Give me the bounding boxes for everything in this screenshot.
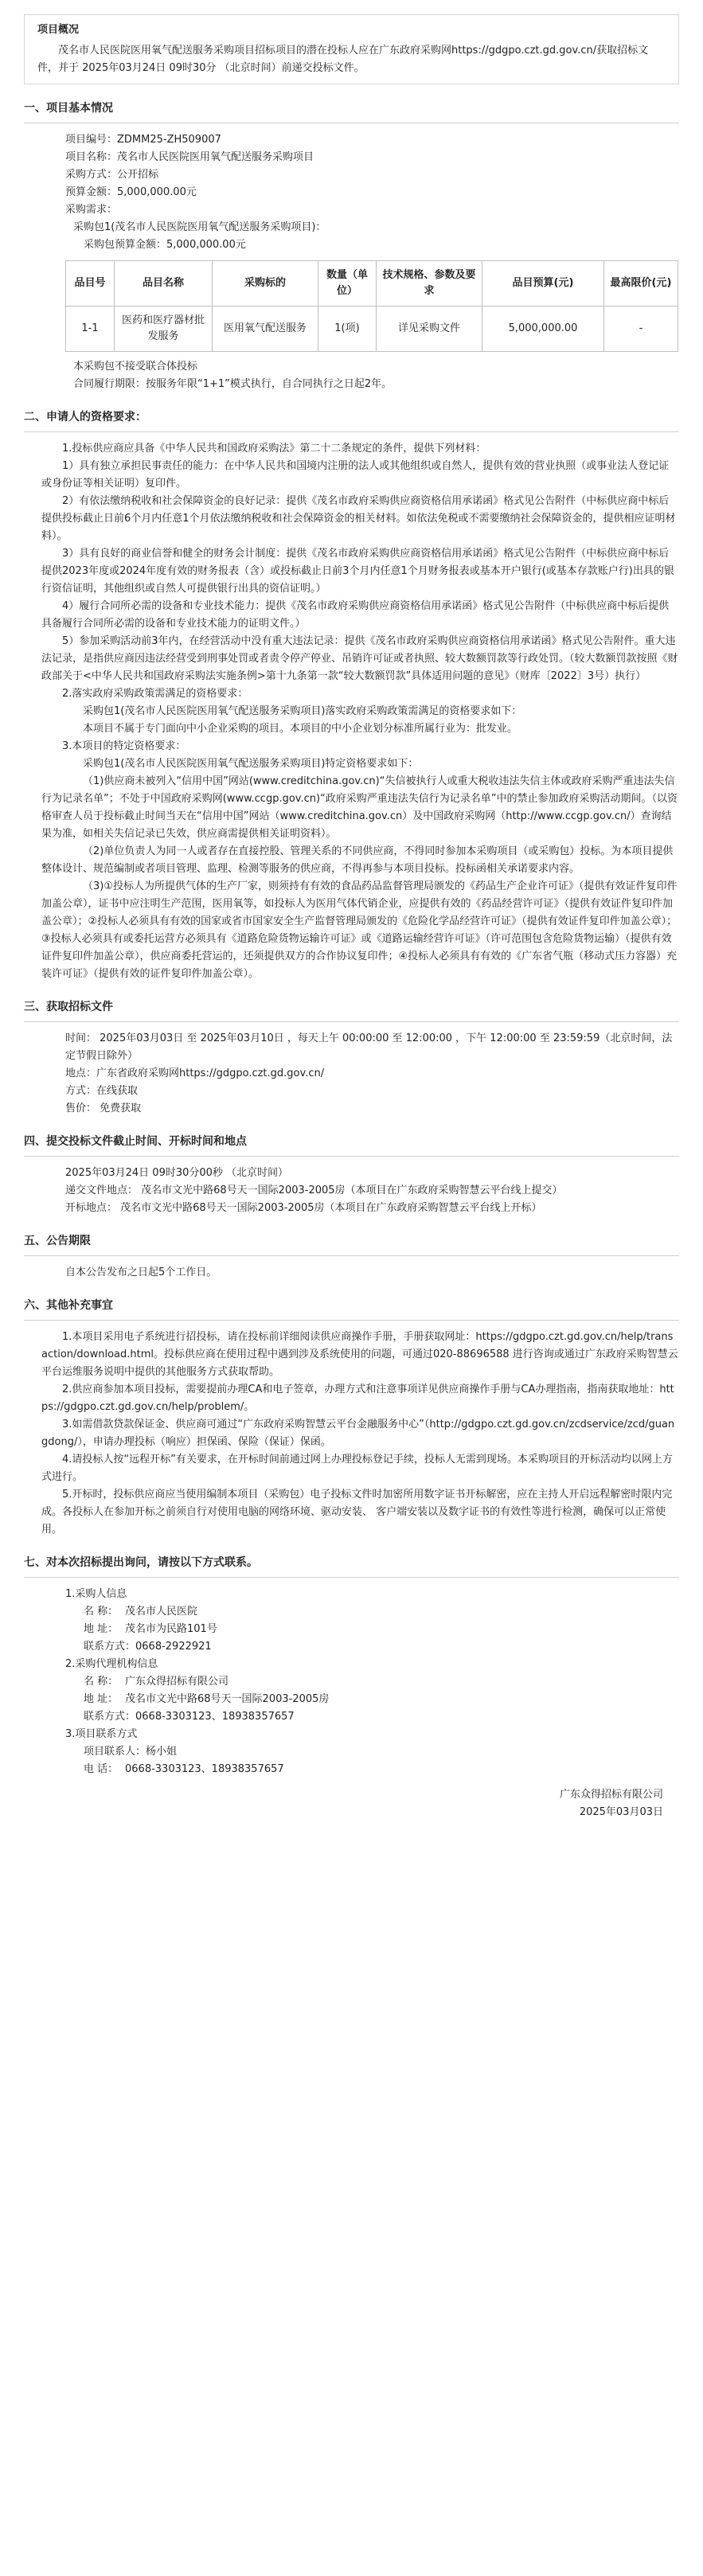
footer-org: 广东众得招标有限公司 — [559, 1789, 663, 1801]
field-label: 地 址： — [84, 1693, 119, 1705]
footer-date: 2025年03月03日 — [579, 1806, 663, 1818]
field-label: 名 称： — [84, 1676, 119, 1688]
project-name: 项目名称：茂名市人民医院医用氧气配送服务采购项目 — [65, 151, 314, 163]
table-cell: 详见采购文件 — [377, 306, 482, 352]
section-3-title: 三、获取招标文件 — [24, 1001, 113, 1013]
section-4-title: 四、提交投标文件截止时间、开标时间和地点 — [24, 1135, 247, 1148]
budget-amount: 预算金额：5,000,000.00元 — [65, 186, 197, 198]
supplementary-item: 4.请投标人按“远程开标”有关要求，在开标时间前通过网上办理投标登记手续，投标人无需到现场。本采购项目的开标活动均以网上方式进行。 — [41, 1454, 673, 1483]
divider — [24, 1320, 679, 1321]
section-1-title: 一、项目基本情况 — [24, 102, 113, 115]
overview-text: 茂名市人民医院医用氧气配送服务采购项目招标项目的潜在投标人应在广东政府采购网https://gdgpo.czt.gd.gov.cn/获取招标文件，并于 2025年03月24日 09时30分 （北京时间）前递交投标文件。 — [37, 45, 649, 74]
specific-requirement-item: （1)供应商未被列入“信用中国”网站(www.creditchina.gov.cn)“失信被执行人或重大税收违法失信主体或政府采购严重违法失信行为记录名单”；不处于中国政府采购网(www.ccgp.gov.cn)“政府采购严重违法失信行为记录名单”中的禁止参加政府采购活动期间。（以资格审查人员于投标截止时间当天在“信用中国”网站（www.creditchina.gov.cn）及中国政府采购网（http://www.ccgp.gov.cn/）查询结果为准，如相关失信记录已失效，供应商需提供相关证明资料）。 — [41, 775, 678, 840]
table-cell: 医药和医疗器材批发服务 — [115, 306, 213, 352]
project-contact-phone — [24, 1761, 679, 1778]
field-label: 联系方式： — [84, 1711, 136, 1723]
table-header: 品目号 — [66, 261, 115, 306]
field-value: 广东众得招标有限公司 — [125, 1676, 229, 1688]
section-2-title: 二、申请人的资格要求： — [24, 411, 146, 423]
purchaser-name — [24, 1603, 679, 1621]
field-value: 茂名市文光中路68号天一国际2003-2005房 — [125, 1693, 330, 1705]
table-header: 品目名称 — [115, 261, 213, 306]
procurement-requirement-label: 采购需求： — [65, 204, 118, 216]
overview-box — [24, 14, 679, 84]
no-consortium-note: 本采购包不接受联合体投标 — [73, 361, 198, 373]
qualification-item: 2）有依法缴纳税收和社会保障资金的良好记录：提供《茂名市政府采购供应商资格信用承诺函》格式见公告附件（中标供应商中标后提供投标截止日前6个月内任意1个月依法缴纳税收和社会保障资金的相关材料。如依法免税或不需要缴纳社会保障资金的，提供相应证明材料）。 — [41, 495, 676, 542]
announcement-page — [0, 14, 703, 2576]
field-value: 杨小姐 — [146, 1746, 178, 1758]
table-cell: 1(项) — [318, 306, 377, 352]
overview-title: 项目概况 — [37, 24, 80, 36]
project-number: 项目编号：ZDMM25-ZH509007 — [65, 134, 221, 146]
agency-name — [24, 1673, 679, 1691]
section-5-title: 五、公告期限 — [24, 1235, 91, 1247]
supplementary-item: 2.供应商参加本项目投标，需要提前办理CA和电子签章，办理方式和注意事项详见供应商操作手册与CA办理指南，指南获取地址：https://gdgpo.czt.gd.gov.cn/help/problem/。 — [41, 1384, 674, 1413]
supplementary-item: 5.开标时，投标供应商应当使用编制本项目（采购包）电子投标文件时加密所用数字证书开标解密，应在主持人开启远程解密时限内完成。各投标人在参加开标之前须自行对使用电脑的网络环境、驱动安装、 客户端安装以及数字证书的有效性等进行检测，确保可以正常使用。 — [41, 1489, 673, 1536]
divider — [24, 1021, 679, 1022]
field-label: 联系方式： — [84, 1641, 136, 1653]
policy-requirement-title: 2.落实政府采购政策需满足的资格要求： — [62, 688, 248, 700]
procurement-method: 采购方式：公开招标 — [65, 169, 159, 181]
get-docs-price: 售价： 免费获取 — [65, 1103, 142, 1114]
policy-requirement-text: 本项目不属于专门面向中小企业采购的项目。本项目的中小企业划分标准所属行业为：批发业。 — [83, 723, 518, 735]
agency-info-title: 2.采购代理机构信息 — [65, 1658, 158, 1670]
table-header: 采购标的 — [213, 261, 318, 306]
purchaser-phone — [24, 1638, 679, 1656]
section-7-title: 七、对本次招标提出询问，请按以下方式联系。 — [24, 1556, 258, 1569]
lot-table — [65, 260, 678, 352]
field-value: 茂名市人民医院 — [125, 1606, 198, 1618]
field-value: 0668-2922921 — [135, 1641, 212, 1653]
lot-title: 采购包1(茂名市人民医院医用氧气配送服务采购项目)： — [73, 221, 326, 233]
agency-phone — [24, 1708, 679, 1726]
qualification-intro: 1.投标供应商应具备《中华人民共和国政府采购法》第二十二条规定的条件，提供下列材料： — [62, 443, 486, 455]
purchaser-info-title: 1.采购人信息 — [65, 1588, 127, 1600]
get-docs-place: 地点：广东省政府采购网https://gdgpo.czt.gd.gov.cn/ — [65, 1067, 325, 1079]
field-label: 地 址： — [84, 1623, 119, 1635]
qualification-item: 1）具有独立承担民事责任的能力：在中华人民共和国境内注册的法人或其他组织或自然人，提供有效的营业执照（或事业法人登记证或身份证等相关证明）复印件。 — [41, 460, 670, 490]
table-header: 数量（单位） — [318, 261, 377, 306]
qualification-item: 4）履行合同所必需的设备和专业技术能力：提供《茂名市政府采购供应商资格信用承诺函》格式见公告附件（中标供应商中标后提供具备履行合同所必需的设备和专业技术能力的证明文件。） — [41, 600, 670, 630]
field-value: 茂名市为民路101号 — [125, 1623, 217, 1635]
get-docs-method: 方式：在线获取 — [65, 1085, 139, 1097]
field-value: 0668-3303123、18938357657 — [125, 1763, 284, 1775]
bid-open-place: 开标地点： 茂名市文光中路68号天一国际2003-2005房（本项目在广东政府采购智慧云平台线上开标） — [65, 1202, 542, 1214]
field-label: 电 话： — [84, 1763, 119, 1775]
table-header: 品目预算(元) — [482, 261, 604, 306]
specific-requirement-item: （2)单位负责人为同一人或者存在直接控股、管理关系的不同供应商，不得同时参加本采购项目（或采购包）投标。为本项目提供整体设计、规范编制或者项目管理、监理、检测等服务的供应商，不得再参与本项目投标。投标函相关承诺要求内容。 — [41, 845, 674, 875]
divider — [24, 1577, 679, 1578]
agency-address — [24, 1691, 679, 1708]
table-cell: 医用氧气配送服务 — [213, 306, 318, 352]
field-label: 名 称： — [84, 1606, 119, 1618]
table-cell: 5,000,000.00 — [482, 306, 604, 352]
divider — [24, 1156, 679, 1157]
specific-requirement-lot: 采购包1(茂名市人民医院医用氧气配送服务采购项目)特定资格要求如下： — [83, 758, 419, 770]
qualification-item: 5）参加采购活动前3年内，在经营活动中没有重大违法记录：提供《茂名市政府采购供应商资格信用承诺函》格式见公告附件。重大违法记录，是指供应商因违法经营受到刑事处罚或者责令停产停业、吊销许可证或者执照、较大数额罚款等行政处罚。（较大数额罚款按照《财政部关于<中华人民共和国政府采购法实施条例>第十九条第一款“较大数额罚款”具体适用问题的意见》（财库〔2022〕3号）执行） — [41, 635, 678, 682]
supplementary-item: 3.如需借款贷款保证金、供应商可通过“广东政府采购智慧云平台金融服务中心”（http://gdgpo.czt.gd.gov.cn/zcdservice/zcd/guangdong/），申请办理投标（响应）担保函、保险（保证）保函。 — [41, 1419, 675, 1448]
divider — [24, 431, 679, 432]
get-docs-time: 时间： 2025年03月03日 至 2025年03月10日 ，每天上午 00:00:00 至 12:00:00 ，下午 12:00:00 至 23:59:59（北京时间，法定节假日除外） — [65, 1032, 673, 1062]
supplementary-item: 1.本项目采用电子系统进行招投标，请在投标前详细阅读供应商操作手册，手册获取网址：https://gdgpo.czt.gd.gov.cn/help/transaction/download.html。投标供应商在使用过程中遇到涉及系统使用的问题，可通过020-88696588 进行咨询或通过广东政府采购智慧云平台运维服务说明中提供的其他服务方式获取帮助。 — [41, 1331, 678, 1378]
section-6-title: 六、其他补充事宜 — [24, 1299, 113, 1312]
table-cell: - — [604, 306, 678, 352]
contract-period: 合同履行期限：按服务年限“1+1”模式执行，自合同执行之日起2年。 — [73, 378, 393, 390]
notice-period: 自本公告发布之日起5个工作日。 — [65, 1267, 217, 1278]
purchaser-address — [24, 1621, 679, 1638]
field-value: 0668-3303123、18938357657 — [135, 1711, 295, 1723]
table-header: 最高限价(元) — [604, 261, 678, 306]
project-contact-title: 3.项目联系方式 — [65, 1728, 138, 1740]
bid-deadline: 2025年03月24日 09时30分00秒 （北京时间） — [65, 1167, 289, 1179]
lot-budget: 采购包预算金额：5,000,000.00元 — [84, 239, 246, 251]
table-header: 技术规格、参数及要求 — [377, 261, 482, 306]
table-header-row — [66, 261, 678, 306]
policy-requirement-lot: 采购包1(茂名市人民医院医用氧气配送服务采购项目)落实政府采购政策需满足的资格要求如下： — [83, 705, 522, 717]
table-cell: 1-1 — [66, 306, 115, 352]
table-row — [66, 306, 678, 352]
specific-requirement-item: （3)①投标人为所提供气体的生产厂家，则须持有有效的食品药品监督管理局颁发的《药品生产企业许可证》（提供有效证件复印件加盖公章），证书中应注明生产范围，医用氧等，如投标人为医用气体代销企业，应提供有效的《药品经营许可证》（提供有效证件复印件加盖公章）；②投标人必须具有有效的国家或省市国家安全生产监督管理局颁发的《危险化学品经营许可证》（提供有效证件复印件加盖公章）；③投标人必须具有或委托运营方必须具有《道路危险货物运输许可证》或《道路运输经营许可证》（许可范围包含危险货物运输）（提供有效证件复印件加盖公章），供应商委托营运的，还须提供双方的合作协议复印件；④投标人必须具有有效的《广东省气瓶（移动式压力容器）充装许可证》（提供有效的证件复印件加盖公章）。 — [41, 880, 678, 980]
divider — [24, 1255, 679, 1256]
specific-requirement-title: 3.本项目的特定资格要求： — [62, 740, 186, 752]
project-contact-person — [24, 1743, 679, 1761]
qualification-item: 3）具有良好的商业信誉和健全的财务会计制度：提供《茂名市政府采购供应商资格信用承诺函》格式见公告附件（中标供应商中标后提供2023年度或2024年度有效的财务报表（含）或投标截止日前3个月内任意1个月财务报表或基本开户银行(或基本存款账户行)出具的银行资信证明，其他组织或自然人可提供银行出具的资信证明。） — [41, 548, 674, 595]
bid-submit-place: 递交文件地点： 茂名市文光中路68号天一国际2003-2005房（本项目在广东政府采购智慧云平台线上提交） — [65, 1185, 563, 1196]
field-label: 项目联系人： — [84, 1746, 146, 1758]
